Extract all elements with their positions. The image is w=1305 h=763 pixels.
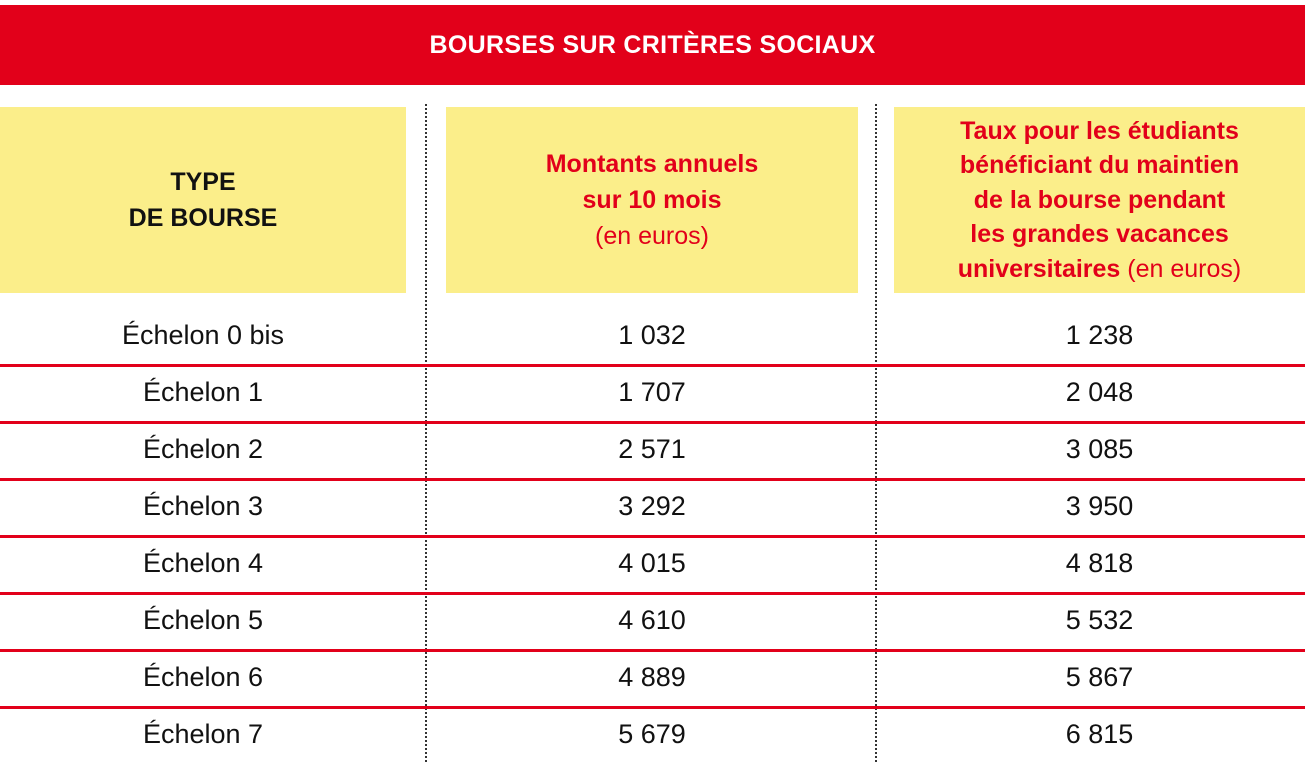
table-title: BOURSES SUR CRITÈRES SOCIAUX	[0, 5, 1305, 85]
cell-taux: 5 532	[1065, 605, 1134, 635]
cell-montant: 1 032	[618, 320, 686, 350]
table-row	[0, 421, 1305, 478]
cell-taux: 4 818	[1065, 548, 1134, 578]
header-type-de-bourse	[0, 107, 406, 293]
header-taux-last-line: universitaires	[957, 254, 1121, 283]
cell-taux: 1 238	[1065, 320, 1134, 350]
cell-montant: 2 571	[618, 434, 686, 464]
header-taux-line-1: Taux pour les étudiants	[960, 116, 1239, 145]
header-taux-line-2: bénéficiant du maintien	[959, 151, 1240, 180]
header-taux-line-5	[958, 252, 1242, 287]
cell-montant: 4 889	[618, 662, 686, 692]
cell-type: Échelon 4	[142, 548, 264, 578]
cell-taux: 2 048	[1065, 377, 1134, 407]
cell-montant: 3 292	[618, 491, 686, 521]
table-row	[0, 307, 1305, 364]
table-row	[0, 478, 1305, 535]
header-taux-unit: (en euros)	[1127, 254, 1242, 283]
cell-type: Échelon 6	[142, 662, 264, 692]
header-montants-annuels	[446, 107, 858, 293]
header-taux-line-4: les grandes vacances	[970, 220, 1229, 249]
header-montants-unit: (en euros)	[595, 222, 709, 250]
table-row	[0, 706, 1305, 763]
cell-montant: 4 610	[618, 605, 686, 635]
header-taux-line-3: de la bourse pendant	[973, 185, 1226, 214]
cell-type: Échelon 1	[142, 377, 264, 407]
cell-montant: 1 707	[618, 377, 686, 407]
table-row	[0, 649, 1305, 706]
table-row	[0, 592, 1305, 649]
cell-type: Échelon 0 bis	[121, 320, 285, 350]
cell-taux: 5 867	[1065, 662, 1134, 692]
cell-montant: 5 679	[618, 719, 686, 749]
header-type-line-1: TYPE	[170, 168, 236, 196]
cell-taux: 6 815	[1065, 719, 1134, 749]
cell-taux: 3 950	[1065, 491, 1134, 521]
header-type-line-2: DE BOURSE	[128, 204, 278, 232]
cell-taux: 3 085	[1065, 434, 1134, 464]
header-montants-line-1: Montants annuels	[545, 150, 759, 178]
cell-montant: 4 015	[618, 548, 686, 578]
table-body	[0, 307, 1305, 763]
cell-type: Échelon 2	[142, 434, 264, 464]
table-row	[0, 364, 1305, 421]
cell-type: Échelon 3	[142, 491, 264, 521]
table-row	[0, 535, 1305, 592]
header-taux-vacances	[894, 107, 1305, 293]
cell-type: Échelon 7	[142, 719, 264, 749]
header-montants-line-2: sur 10 mois	[582, 186, 722, 214]
cell-type: Échelon 5	[142, 605, 264, 635]
